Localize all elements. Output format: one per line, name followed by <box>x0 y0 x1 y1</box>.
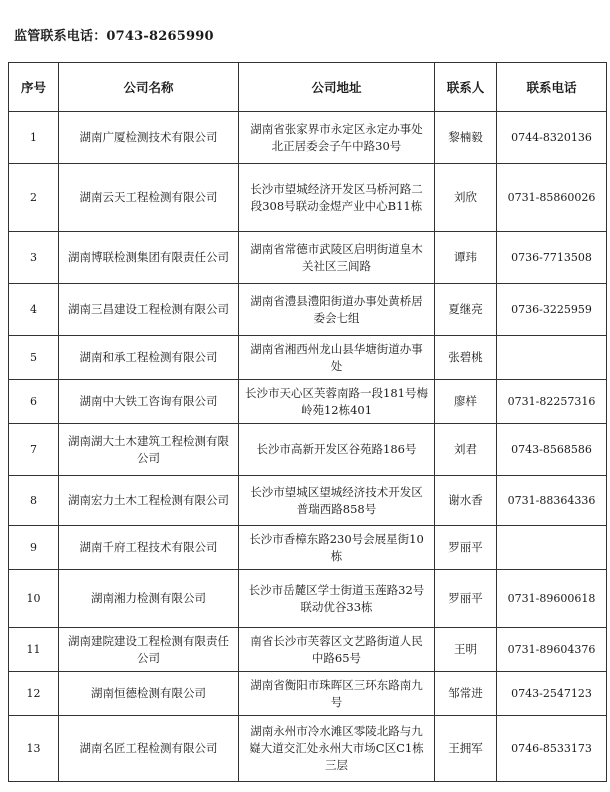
cell-contact-phone: 0731-89600618 <box>497 570 607 628</box>
supervision-phone-line: 监管联系电话：0743-8265990 <box>14 29 214 44</box>
table-row <box>9 672 607 716</box>
column-header-company-name: 公司名称 <box>59 63 239 112</box>
cell-contact-phone: 0731-89604376 <box>497 628 607 672</box>
cell-contact-person: 罗丽平 <box>435 570 497 628</box>
table-row <box>9 716 607 782</box>
column-header-index: 序号 <box>9 63 59 112</box>
cell-company-address: 湖南省澧县澧阳街道办事处黄桥居委会七组 <box>239 284 435 336</box>
cell-index: 2 <box>9 164 59 232</box>
cell-index: 9 <box>9 526 59 570</box>
cell-contact-phone: 0744-8320136 <box>497 112 607 164</box>
cell-company-address: 长沙市岳麓区学士街道玉莲路32号联动优谷33栋 <box>239 570 435 628</box>
cell-contact-person: 谢水香 <box>435 476 497 526</box>
cell-company-name: 湖南三昌建设工程检测有限公司 <box>59 284 239 336</box>
cell-contact-phone <box>497 336 607 380</box>
cell-company-address: 南省长沙市芙蓉区文艺路街道人民中路65号 <box>239 628 435 672</box>
cell-contact-person: 王明 <box>435 628 497 672</box>
table-header-row <box>9 63 607 112</box>
cell-company-name: 湖南云天工程检测有限公司 <box>59 164 239 232</box>
cell-company-address: 长沙市望城经济开发区马桥河路二段308号联动金煜产业中心B11栋 <box>239 164 435 232</box>
cell-company-address: 长沙市高新开发区谷苑路186号 <box>239 424 435 476</box>
cell-company-address: 长沙市望城区望城经济技术开发区普瑞西路858号 <box>239 476 435 526</box>
column-header-contact-phone: 联系电话 <box>497 63 607 112</box>
table-row <box>9 112 607 164</box>
cell-company-name: 湖南湘力检测有限公司 <box>59 570 239 628</box>
cell-company-address: 长沙市天心区芙蓉南路一段181号梅岭苑12栋401 <box>239 380 435 424</box>
cell-index: 6 <box>9 380 59 424</box>
cell-contact-person: 夏继亮 <box>435 284 497 336</box>
cell-index: 8 <box>9 476 59 526</box>
cell-company-name: 湖南中大铁工咨询有限公司 <box>59 380 239 424</box>
table-row <box>9 628 607 672</box>
table-row <box>9 424 607 476</box>
cell-company-address: 长沙市香樟东路230号会展星街10栋 <box>239 526 435 570</box>
table-row <box>9 232 607 284</box>
cell-contact-phone: 0731-82257316 <box>497 380 607 424</box>
table-row <box>9 380 607 424</box>
cell-contact-person: 刘欣 <box>435 164 497 232</box>
cell-contact-phone: 0731-85860026 <box>497 164 607 232</box>
cell-company-name: 湖南千府工程技术有限公司 <box>59 526 239 570</box>
table-row <box>9 284 607 336</box>
cell-index: 13 <box>9 716 59 782</box>
cell-company-name: 湖南建院建设工程检测有限责任公司 <box>59 628 239 672</box>
cell-company-address: 湖南省衡阳市珠晖区三环东路南九号 <box>239 672 435 716</box>
cell-contact-person: 黎楠毅 <box>435 112 497 164</box>
cell-contact-person: 张碧桃 <box>435 336 497 380</box>
cell-company-name: 湖南博联检测集团有限责任公司 <box>59 232 239 284</box>
cell-index: 12 <box>9 672 59 716</box>
table-row <box>9 164 607 232</box>
table-row <box>9 526 607 570</box>
cell-company-name: 湖南恒德检测有限公司 <box>59 672 239 716</box>
cell-contact-phone: 0731-88364336 <box>497 476 607 526</box>
cell-index: 5 <box>9 336 59 380</box>
cell-contact-phone: 0736-7713508 <box>497 232 607 284</box>
column-header-company-address: 公司地址 <box>239 63 435 112</box>
table-row <box>9 570 607 628</box>
cell-contact-phone: 0743-2547123 <box>497 672 607 716</box>
table-row <box>9 476 607 526</box>
cell-index: 1 <box>9 112 59 164</box>
cell-company-name: 湖南宏力土木工程检测有限公司 <box>59 476 239 526</box>
cell-contact-phone <box>497 526 607 570</box>
cell-contact-phone: 0746-8533173 <box>497 716 607 782</box>
cell-company-name: 湖南湖大土木建筑工程检测有限公司 <box>59 424 239 476</box>
cell-contact-phone: 0736-3225959 <box>497 284 607 336</box>
cell-index: 10 <box>9 570 59 628</box>
cell-contact-person: 邹常进 <box>435 672 497 716</box>
cell-contact-person: 刘君 <box>435 424 497 476</box>
cell-company-address: 湖南省张家界市永定区永定办事处北正居委会子午中路30号 <box>239 112 435 164</box>
cell-contact-phone: 0743-8568586 <box>497 424 607 476</box>
cell-company-name: 湖南和承工程检测有限公司 <box>59 336 239 380</box>
cell-contact-person: 廖样 <box>435 380 497 424</box>
cell-contact-person: 王拥军 <box>435 716 497 782</box>
company-table <box>8 62 607 782</box>
cell-company-name: 湖南广厦检测技术有限公司 <box>59 112 239 164</box>
cell-index: 11 <box>9 628 59 672</box>
cell-company-address: 湖南永州市冷水滩区零陵北路与九嶷大道交汇处永州大市场C区C1栋三层 <box>239 716 435 782</box>
cell-contact-person: 谭玮 <box>435 232 497 284</box>
cell-index: 3 <box>9 232 59 284</box>
cell-company-name: 湖南名匠工程检测有限公司 <box>59 716 239 782</box>
cell-contact-person: 罗丽平 <box>435 526 497 570</box>
cell-company-address: 湖南省湘西州龙山县华塘街道办事处 <box>239 336 435 380</box>
table-row <box>9 336 607 380</box>
cell-index: 7 <box>9 424 59 476</box>
cell-company-address: 湖南省常德市武陵区启明街道皇木关社区三闾路 <box>239 232 435 284</box>
column-header-contact-person: 联系人 <box>435 63 497 112</box>
cell-index: 4 <box>9 284 59 336</box>
